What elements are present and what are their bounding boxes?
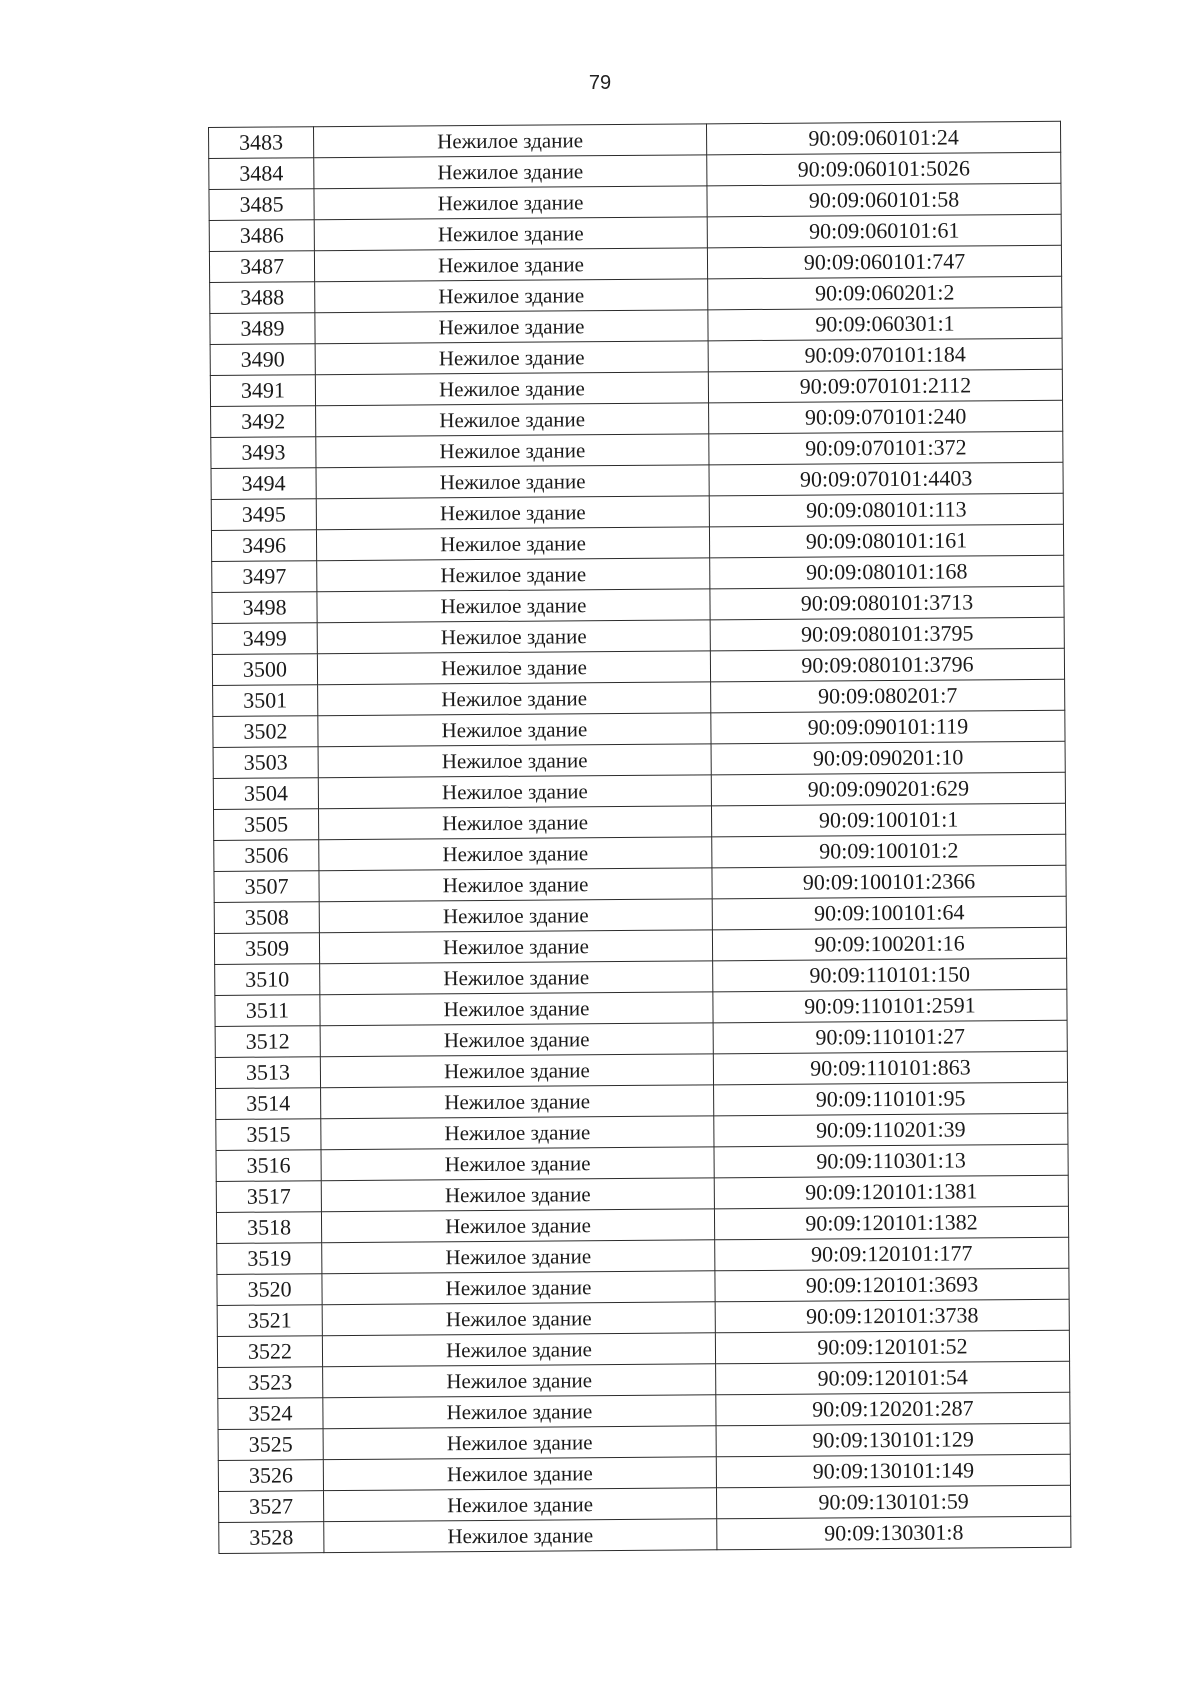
cadastral-number-cell: 90:09:080101:3796: [710, 648, 1064, 682]
object-name-cell: Нежилое здание: [324, 1519, 717, 1553]
row-number-cell: 3490: [210, 344, 315, 376]
object-name-cell: Нежилое здание: [319, 868, 712, 902]
cadastral-number-cell: 90:09:080101:168: [710, 555, 1064, 589]
row-number-cell: 3527: [219, 1491, 324, 1523]
object-name-cell: Нежилое здание: [316, 434, 709, 468]
row-number-cell: 3512: [215, 1026, 320, 1058]
cadastral-number-cell: 90:09:130101:129: [716, 1423, 1070, 1457]
cadastral-number-cell: 90:09:110101:2591: [713, 989, 1067, 1023]
row-number-cell: 3509: [214, 933, 319, 965]
cadastral-number-cell: 90:09:060201:2: [708, 276, 1062, 310]
cadastral-number-cell: 90:09:080101:3795: [710, 617, 1064, 651]
row-number-cell: 3504: [213, 778, 318, 810]
cadastral-number-cell: 90:09:120101:3738: [715, 1299, 1069, 1333]
object-name-cell: Нежилое здание: [317, 620, 710, 654]
object-name-cell: Нежилое здание: [322, 1271, 715, 1305]
object-name-cell: Нежилое здание: [320, 961, 713, 995]
cadastral-number-cell: 90:09:060101:5026: [707, 152, 1061, 186]
row-number-cell: 3519: [217, 1243, 322, 1275]
cadastral-number-cell: 90:09:100101:2366: [712, 865, 1066, 899]
object-name-cell: Нежилое здание: [323, 1426, 716, 1460]
row-number-cell: 3516: [216, 1150, 321, 1182]
cadastral-number-cell: 90:09:110101:863: [713, 1051, 1067, 1085]
cadastral-number-cell: 90:09:120201:287: [716, 1392, 1070, 1426]
row-number-cell: 3523: [218, 1367, 323, 1399]
row-number-cell: 3522: [217, 1336, 322, 1368]
cadastral-number-cell: 90:09:060301:1: [708, 307, 1062, 341]
cadastral-number-cell: 90:09:100101:64: [712, 896, 1066, 930]
object-name-cell: Нежилое здание: [322, 1240, 715, 1274]
row-number-cell: 3524: [218, 1398, 323, 1430]
cadastral-number-cell: 90:09:120101:177: [715, 1237, 1069, 1271]
row-number-cell: 3499: [212, 623, 317, 655]
cadastral-number-cell: 90:09:120101:1382: [714, 1206, 1068, 1240]
row-number-cell: 3496: [211, 530, 316, 562]
object-name-cell: Нежилое здание: [315, 372, 708, 406]
cadastral-number-cell: 90:09:060101:61: [707, 214, 1061, 248]
cadastral-number-cell: 90:09:090101:119: [711, 710, 1065, 744]
row-number-cell: 3511: [215, 995, 320, 1027]
cadastral-number-cell: 90:09:080201:7: [711, 679, 1065, 713]
object-name-cell: Нежилое здание: [319, 930, 712, 964]
row-number-cell: 3497: [212, 561, 317, 593]
cadastral-number-cell: 90:09:100201:16: [712, 927, 1066, 961]
object-name-cell: Нежилое здание: [321, 1178, 714, 1212]
cadastral-number-cell: 90:09:060101:24: [706, 121, 1060, 155]
cadastral-number-cell: 90:09:120101:54: [716, 1361, 1070, 1395]
object-name-cell: Нежилое здание: [314, 217, 707, 251]
object-name-cell: Нежилое здание: [320, 1054, 713, 1088]
row-number-cell: 3506: [214, 840, 319, 872]
row-number-cell: 3513: [215, 1057, 320, 1089]
cadastral-number-cell: 90:09:110101:150: [713, 958, 1067, 992]
object-name-cell: Нежилое здание: [316, 496, 709, 530]
table-body: [209, 121, 1071, 1553]
page-number: 79: [588, 72, 612, 94]
object-name-cell: Нежилое здание: [321, 1085, 714, 1119]
row-number-cell: 3494: [211, 468, 316, 500]
cadastral-number-cell: 90:09:070101:240: [709, 400, 1063, 434]
object-name-cell: Нежилое здание: [314, 186, 707, 220]
object-name-cell: Нежилое здание: [318, 713, 711, 747]
object-name-cell: Нежилое здание: [315, 341, 708, 375]
table-row: [219, 1516, 1071, 1553]
object-name-cell: Нежилое здание: [323, 1395, 716, 1429]
row-number-cell: 3484: [209, 158, 314, 190]
row-number-cell: 3483: [209, 127, 314, 159]
row-number-cell: 3488: [210, 282, 315, 314]
object-name-cell: Нежилое здание: [315, 310, 708, 344]
row-number-cell: 3498: [212, 592, 317, 624]
cadastral-number-cell: 90:09:070101:4403: [709, 462, 1063, 496]
row-number-cell: 3489: [210, 313, 315, 345]
row-number-cell: 3485: [209, 189, 314, 221]
cadastral-number-cell: 90:09:110101:27: [713, 1020, 1067, 1054]
object-name-cell: Нежилое здание: [316, 527, 709, 561]
cadastral-number-cell: 90:09:080101:113: [709, 493, 1063, 527]
object-name-cell: Нежилое здание: [321, 1147, 714, 1181]
object-name-cell: Нежилое здание: [318, 775, 711, 809]
row-number-cell: 3493: [211, 437, 316, 469]
row-number-cell: 3508: [214, 902, 319, 934]
object-name-cell: Нежилое здание: [319, 837, 712, 871]
row-number-cell: 3500: [212, 654, 317, 686]
cadastral-number-cell: 90:09:110101:95: [714, 1082, 1068, 1116]
row-number-cell: 3518: [216, 1212, 321, 1244]
cadastral-number-cell: 90:09:070101:2112: [708, 369, 1062, 403]
object-name-cell: Нежилое здание: [323, 1488, 716, 1522]
object-name-cell: Нежилое здание: [316, 403, 709, 437]
cadastral-number-cell: 90:09:130101:59: [716, 1485, 1070, 1519]
object-name-cell: Нежилое здание: [316, 465, 709, 499]
row-number-cell: 3501: [213, 685, 318, 717]
cadastral-number-cell: 90:09:110201:39: [714, 1113, 1068, 1147]
row-number-cell: 3525: [218, 1429, 323, 1461]
object-name-cell: Нежилое здание: [319, 899, 712, 933]
object-name-cell: Нежилое здание: [323, 1364, 716, 1398]
cadastral-number-cell: 90:09:100101:2: [712, 834, 1066, 868]
cadastral-number-cell: 90:09:120101:3693: [715, 1268, 1069, 1302]
cadastral-number-cell: 90:09:110301:13: [714, 1144, 1068, 1178]
object-name-cell: Нежилое здание: [317, 589, 710, 623]
object-name-cell: Нежилое здание: [319, 806, 712, 840]
object-name-cell: Нежилое здание: [318, 682, 711, 716]
cadastral-number-cell: 90:09:080101:3713: [710, 586, 1064, 620]
row-number-cell: 3505: [214, 809, 319, 841]
object-name-cell: Нежилое здание: [314, 155, 707, 189]
cadastral-number-cell: 90:09:070101:372: [709, 431, 1063, 465]
row-number-cell: 3492: [211, 406, 316, 438]
object-name-cell: Нежилое здание: [314, 248, 707, 282]
cadastral-number-cell: 90:09:100101:1: [711, 803, 1065, 837]
row-number-cell: 3502: [213, 716, 318, 748]
row-number-cell: 3507: [214, 871, 319, 903]
row-number-cell: 3521: [217, 1305, 322, 1337]
cadastral-number-cell: 90:09:120101:52: [715, 1330, 1069, 1364]
object-name-cell: Нежилое здание: [320, 1023, 713, 1057]
cadastral-number-cell: 90:09:130101:149: [716, 1454, 1070, 1488]
row-number-cell: 3515: [216, 1119, 321, 1151]
cadastral-number-cell: 90:09:060101:58: [707, 183, 1061, 217]
row-number-cell: 3520: [217, 1274, 322, 1306]
cadastral-number-cell: 90:09:060101:747: [707, 245, 1061, 279]
object-name-cell: Нежилое здание: [317, 651, 710, 685]
row-number-cell: 3514: [216, 1088, 321, 1120]
row-number-cell: 3510: [215, 964, 320, 996]
registry-table: [208, 121, 1071, 1554]
cadastral-number-cell: 90:09:090201:10: [711, 741, 1065, 775]
object-name-cell: Нежилое здание: [322, 1333, 715, 1367]
row-number-cell: 3528: [219, 1522, 324, 1554]
object-name-cell: Нежилое здание: [323, 1457, 716, 1491]
object-name-cell: Нежилое здание: [317, 558, 710, 592]
row-number-cell: 3486: [209, 220, 314, 252]
object-name-cell: Нежилое здание: [322, 1302, 715, 1336]
object-name-cell: Нежилое здание: [318, 744, 711, 778]
object-name-cell: Нежилое здание: [315, 279, 708, 313]
row-number-cell: 3487: [209, 251, 314, 283]
row-number-cell: 3526: [218, 1460, 323, 1492]
cadastral-number-cell: 90:09:070101:184: [708, 338, 1062, 372]
cadastral-number-cell: 90:09:130301:8: [717, 1516, 1071, 1550]
row-number-cell: 3491: [210, 375, 315, 407]
object-name-cell: Нежилое здание: [321, 1209, 714, 1243]
object-name-cell: Нежилое здание: [314, 124, 707, 158]
cadastral-number-cell: 90:09:090201:629: [711, 772, 1065, 806]
row-number-cell: 3517: [216, 1181, 321, 1213]
cadastral-number-cell: 90:09:120101:1381: [714, 1175, 1068, 1209]
object-name-cell: Нежилое здание: [321, 1116, 714, 1150]
row-number-cell: 3495: [211, 499, 316, 531]
object-name-cell: Нежилое здание: [320, 992, 713, 1026]
row-number-cell: 3503: [213, 747, 318, 779]
cadastral-number-cell: 90:09:080101:161: [709, 524, 1063, 558]
